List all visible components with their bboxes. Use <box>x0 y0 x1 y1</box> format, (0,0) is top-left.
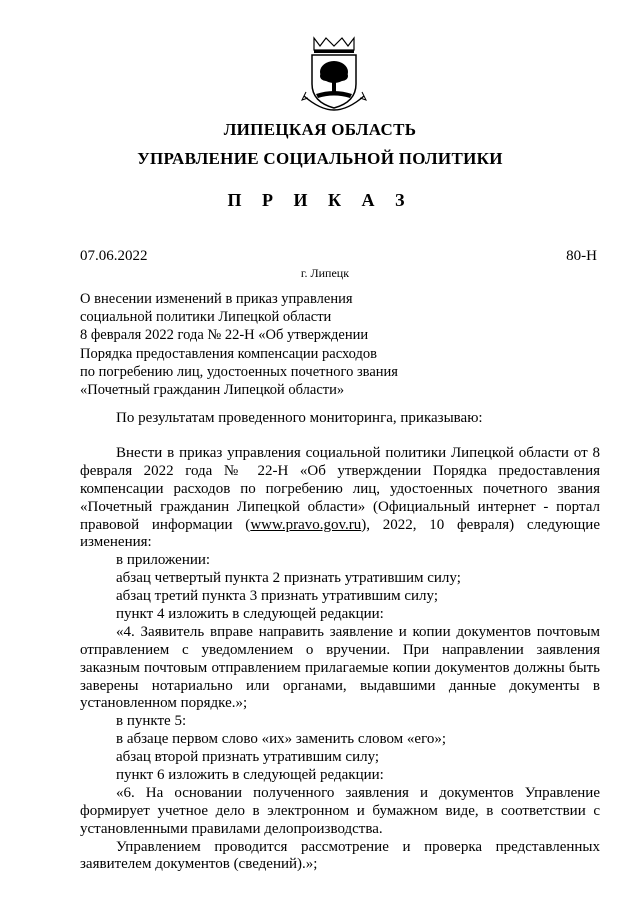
order-city: г. Липецк <box>300 266 350 280</box>
body-line: в абзаце первом слово «их» заменить словом «его»; <box>116 731 447 748</box>
subject-line: Порядка предоставления компенсации расходов <box>80 345 377 362</box>
body-line: компенсации расходов по погребению лиц, удостоенных почетного звания <box>80 480 600 497</box>
body-line: абзац третий пункта 3 признать утратившим силу; <box>116 588 439 605</box>
document-type: П Р И К А З <box>227 190 413 210</box>
subject-line: социальной политики Липецкой области <box>80 309 332 326</box>
body-line: заверены нотариально или органами, выдавшими данные документы в <box>80 677 600 694</box>
body-line: в приложении: <box>116 552 211 569</box>
body-line: в пункте 5: <box>116 713 187 730</box>
body-line <box>80 517 600 535</box>
body-line: «6. На основании полученного заявления и документов Управление <box>116 784 600 801</box>
subject-line: «Почетный гражданин Липецкой области» <box>80 382 345 399</box>
subject-line: 8 февраля 2022 года № 22-Н «Об утверждении <box>80 327 369 344</box>
body-line: февраля 2022 года № 22-Н «Об утверждении Порядка предоставления <box>80 462 600 479</box>
body-line: изменения: <box>80 534 152 551</box>
order-number: 80-Н <box>566 248 597 264</box>
body-line: установленными правилами делопроизводства. <box>80 820 383 837</box>
body-line: заказным почтовым отправлением прилагаемые копии документов должны быть <box>80 659 600 676</box>
body-line: абзац четвертый пункта 2 признать утратившим силу; <box>116 570 461 587</box>
body-line: «4. Заявитель вправе направить заявление и копии документов почтовым <box>116 623 600 640</box>
body-line: абзац второй признать утратившим силу; <box>116 749 380 766</box>
preamble: По результатам проведенного мониторинга, приказываю: <box>116 410 483 426</box>
region-title: ЛИПЕЦКАЯ ОБЛАСТЬ <box>223 120 417 139</box>
body-line: заявителем документов (сведений).»; <box>80 856 318 873</box>
body-line: Управлением проводится рассмотрение и проверка представленных <box>116 838 600 855</box>
coat-of-arms-icon <box>300 36 368 112</box>
order-date: 07.06.2022 <box>80 248 148 264</box>
department-title: УПРАВЛЕНИЕ СОЦИАЛЬНОЙ ПОЛИТИКИ <box>137 149 503 168</box>
subject-line: по погребению лиц, удостоенных почетного звания <box>80 363 398 380</box>
body-text: правовой информации ( <box>80 516 251 533</box>
body-line: пункт 6 изложить в следующей редакции: <box>116 767 384 784</box>
subject-line: О внесении изменений в приказ управления <box>80 291 353 307</box>
body-text: ), 2022, 10 февраля) следующие <box>361 516 600 533</box>
body-line: отправлением с уведомлением о вручении. При направлении заявления <box>80 641 600 658</box>
body-line: установленном порядке.»; <box>80 695 248 712</box>
pravo-link[interactable]: www.pravo.gov.ru <box>250 516 362 533</box>
body-line: «Почетный гражданин Липецкой области» (Официальный интернет - портал <box>80 498 600 515</box>
order-subject <box>80 290 410 399</box>
order-body <box>80 445 600 874</box>
body-line: формирует учетное дело в электронном и бумажном виде, в соответствии с <box>80 802 600 819</box>
body-line: пункт 4 изложить в следующей редакции: <box>116 606 384 623</box>
body-line: Внести в приказ управления социальной политики Липецкой области от 8 <box>116 445 600 461</box>
